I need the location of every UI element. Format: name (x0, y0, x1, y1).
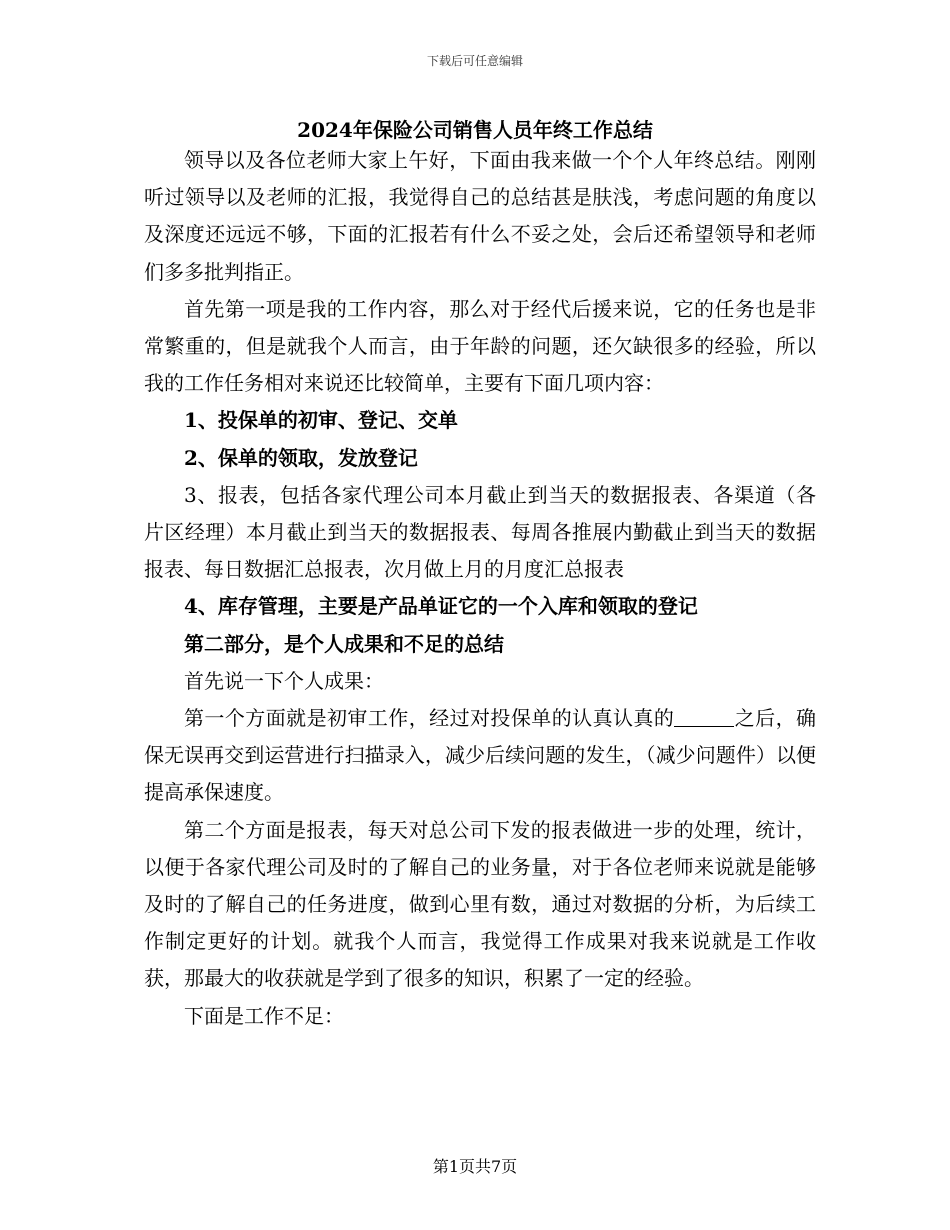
paragraph-achievement-1 (144, 700, 816, 812)
page-footer: 第1页共7页 (432, 1157, 518, 1176)
achievement-1-text-a: 第一个方面就是初审工作，经过对投保单的认真认真的 (184, 706, 675, 731)
paragraph-shortcomings-intro: 下面是工作不足： (184, 1003, 344, 1028)
list-item-1: 1、投保单的初审、登记、交单 (184, 408, 458, 433)
header-note: 下载后可任意编辑 (426, 54, 523, 68)
section-heading-part-two: 第二部分，是个人成果和不足的总结 (184, 631, 504, 656)
list-item-3: 3、报表，包括各家代理公司本月截止到当天的数据报表、各渠道（各片区经理）本月截止到当天的数据报表、每周各推展内勤截止到当天的数据报表、每日数据汇总报表，次月做上月的月度汇总报表 (144, 482, 816, 582)
list-item-4: 4、库存管理，主要是产品单证它的一个入库和领取的登记 (184, 594, 698, 619)
document-title: 2024年保险公司销售人员年终工作总结 (297, 118, 653, 142)
list-item-2: 2、保单的领取，发放登记 (184, 445, 418, 470)
paragraph-intro: 领导以及各位老师大家上午好，下面由我来做一个个人年终总结。刚刚听过领导以及老师的汇报，我觉得自己的总结甚是肤浅，考虑问题的角度以及深度还远远不够，下面的汇报若有什么不妥之处，会后还希望领导和老师们多多批判指正。 (144, 148, 816, 284)
paragraph-achievement-2: 第二个方面是报表，每天对总公司下发的报表做进一步的处理，统计，以便于各家代理公司及时的了解自己的业务量，对于各位老师来说就是能够及时的了解自己的任务进度，做到心里有数，通过对数据的分析，为后续工作制定更好的计划。就我个人而言，我觉得工作成果对我来说就是工作收获，那最大的收获就是学到了很多的知识，积累了一定的经验。 (144, 817, 816, 991)
achievement-1-text-b: 之后，确保无误再交到运营进行扫描录入，减少后续问题的发生，（减少问题件）以便提高承保速度。 (144, 706, 817, 805)
document-body (144, 142, 816, 1035)
paragraph-work-content: 首先第一项是我的工作内容，那么对于经代后援来说，它的任务也是非常繁重的，但是就我个人而言，由于年龄的问题，还欠缺很多的经验，所以我的工作任务相对来说还比较简单，主要有下面几项内容： (144, 296, 816, 396)
paragraph-achievements-intro: 首先说一下个人成果： (184, 668, 384, 693)
blank-underline (674, 706, 734, 727)
